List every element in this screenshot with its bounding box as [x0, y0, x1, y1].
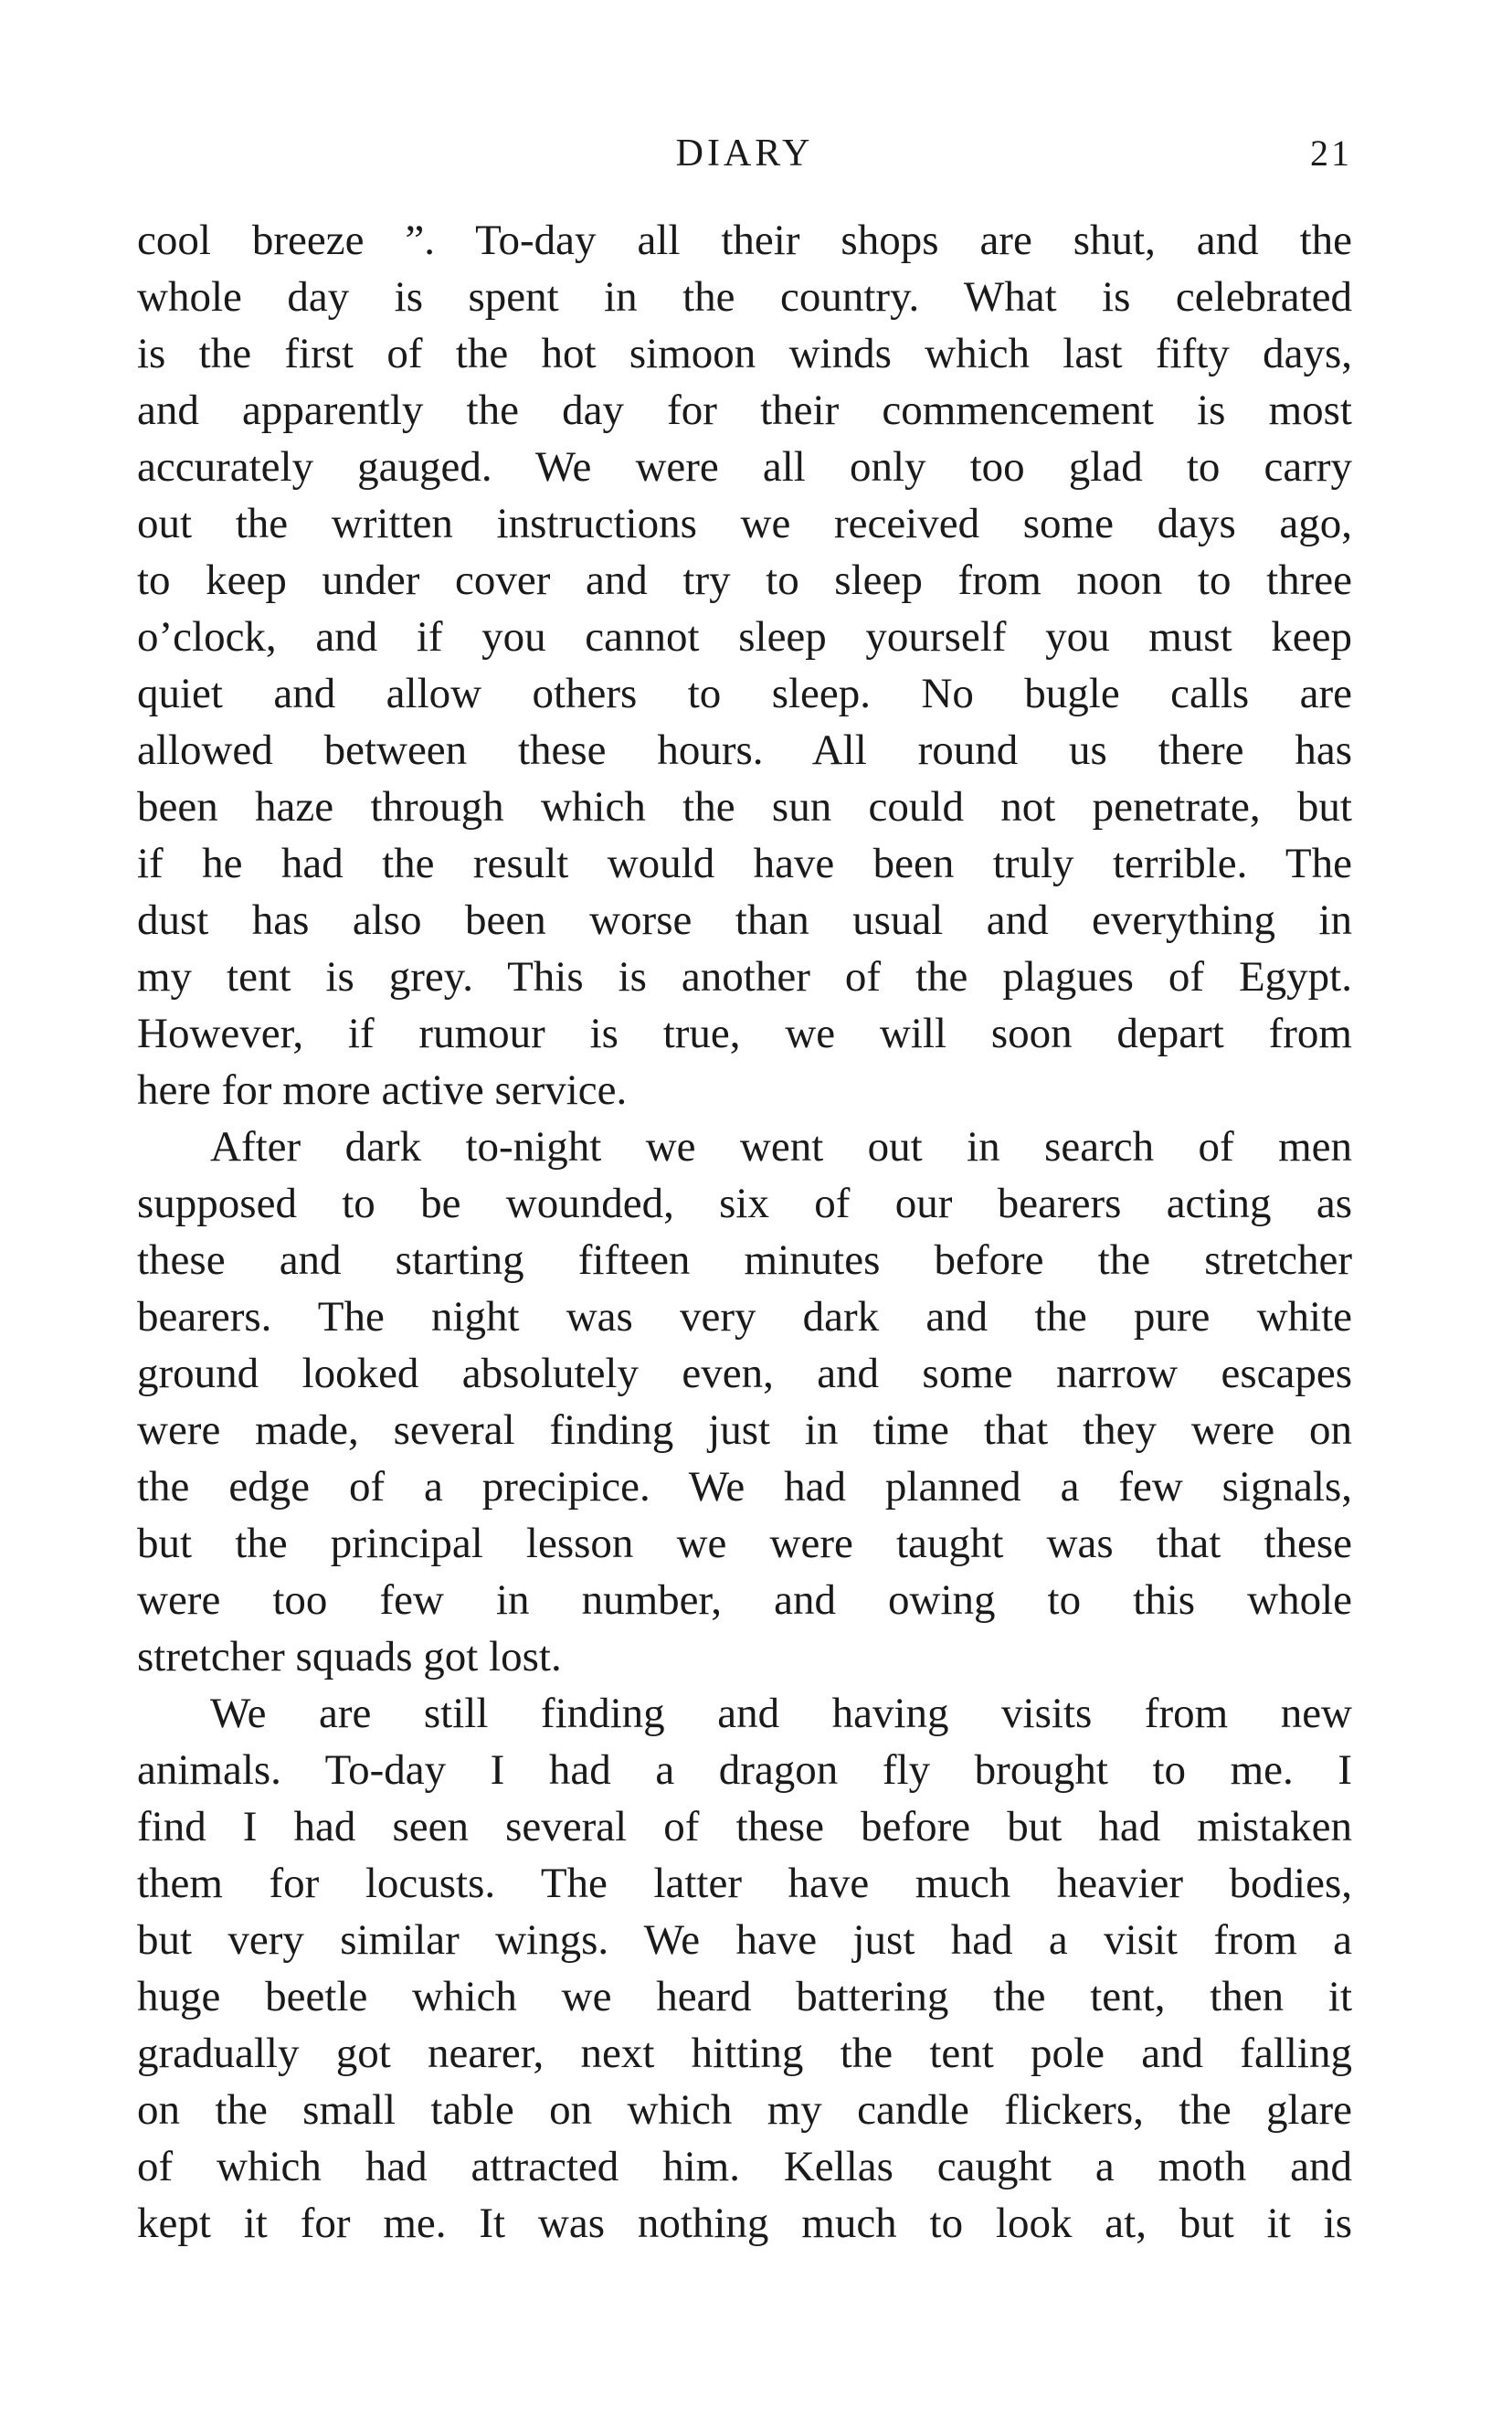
text-line: these and starting fifteen minutes before the stretcher: [137, 1236, 1352, 1284]
page-number: 21: [1310, 133, 1352, 174]
text-line: them for locusts. The latter have much heavier bodies,: [137, 1860, 1352, 1907]
text-line: accurately gauged. We were all only too glad to carry: [137, 443, 1352, 491]
text-line: find I had seen several of these before but had mistaken: [137, 1803, 1352, 1850]
text-line: my tent is grey. This is another of the plagues of Egypt.: [137, 953, 1352, 1001]
text-line: to keep under cover and try to sleep from noon to three: [137, 557, 1352, 604]
text-line: but the principal lesson we were taught was that these: [137, 1520, 1352, 1567]
running-title: DIARY: [675, 133, 814, 175]
text-line: quiet and allow others to sleep. No bugle calls are: [137, 670, 1352, 717]
text-line: o’clock, and if you cannot sleep yourself you must keep: [137, 613, 1352, 661]
paragraph-start-line: We are still finding and having visits from new: [210, 1690, 1352, 1737]
text-line: here for more active service.: [137, 1066, 628, 1114]
text-line: but very similar wings. We have just had a visit from a: [137, 1916, 1352, 1964]
text-line: bearers. The night was very dark and the pure white: [137, 1293, 1352, 1341]
text-line: ground looked absolutely even, and some narrow escapes: [137, 1350, 1352, 1397]
text-line: of which had attracted him. Kellas caught a moth and: [137, 2143, 1352, 2190]
text-line: allowed between these hours. All round us there has: [137, 726, 1352, 774]
text-line: animals. To-day I had a dragon fly brought to me. I: [137, 1746, 1352, 1794]
text-line: dust has also been worse than usual and everything in: [137, 896, 1352, 944]
text-line: However, if rumour is true, we will soon depart from: [137, 1010, 1352, 1057]
text-line: out the written instructions we received some days ago,: [137, 500, 1352, 547]
text-line: whole day is spent in the country. What is celebrated: [137, 273, 1352, 321]
text-line: and apparently the day for their commencement is most: [137, 387, 1352, 434]
text-line: gradually got nearer, next hitting the tent pole and falling: [137, 2030, 1352, 2077]
text-line: if he had the result would have been truly terrible. The: [137, 840, 1352, 887]
body-text: [137, 212, 1352, 2252]
text-line: cool breeze ”. To-day all their shops are shut, and the: [137, 217, 1352, 264]
running-header: [137, 126, 1352, 181]
text-line: supposed to be wounded, six of our bearers acting as: [137, 1180, 1352, 1227]
text-line: is the first of the hot simoon winds which last fifty days,: [137, 330, 1352, 377]
text-line: were made, several finding just in time that they were on: [137, 1406, 1352, 1454]
text-line: were too few in number, and owing to this whole: [137, 1576, 1352, 1624]
text-line: on the small table on which my candle flickers, the glare: [137, 2086, 1352, 2134]
text-line: the edge of a precipice. We had planned a few signals,: [137, 1463, 1352, 1511]
text-line: huge beetle which we heard battering the tent, then it: [137, 1973, 1352, 2020]
text-line: stretcher squads got lost.: [137, 1633, 562, 1681]
text-line: kept it for me. It was nothing much to look at, but it is: [137, 2200, 1352, 2247]
paragraph-start-line: After dark to-night we went out in search of men: [210, 1123, 1352, 1171]
text-line: been haze through which the sun could not penetrate, but: [137, 783, 1352, 831]
